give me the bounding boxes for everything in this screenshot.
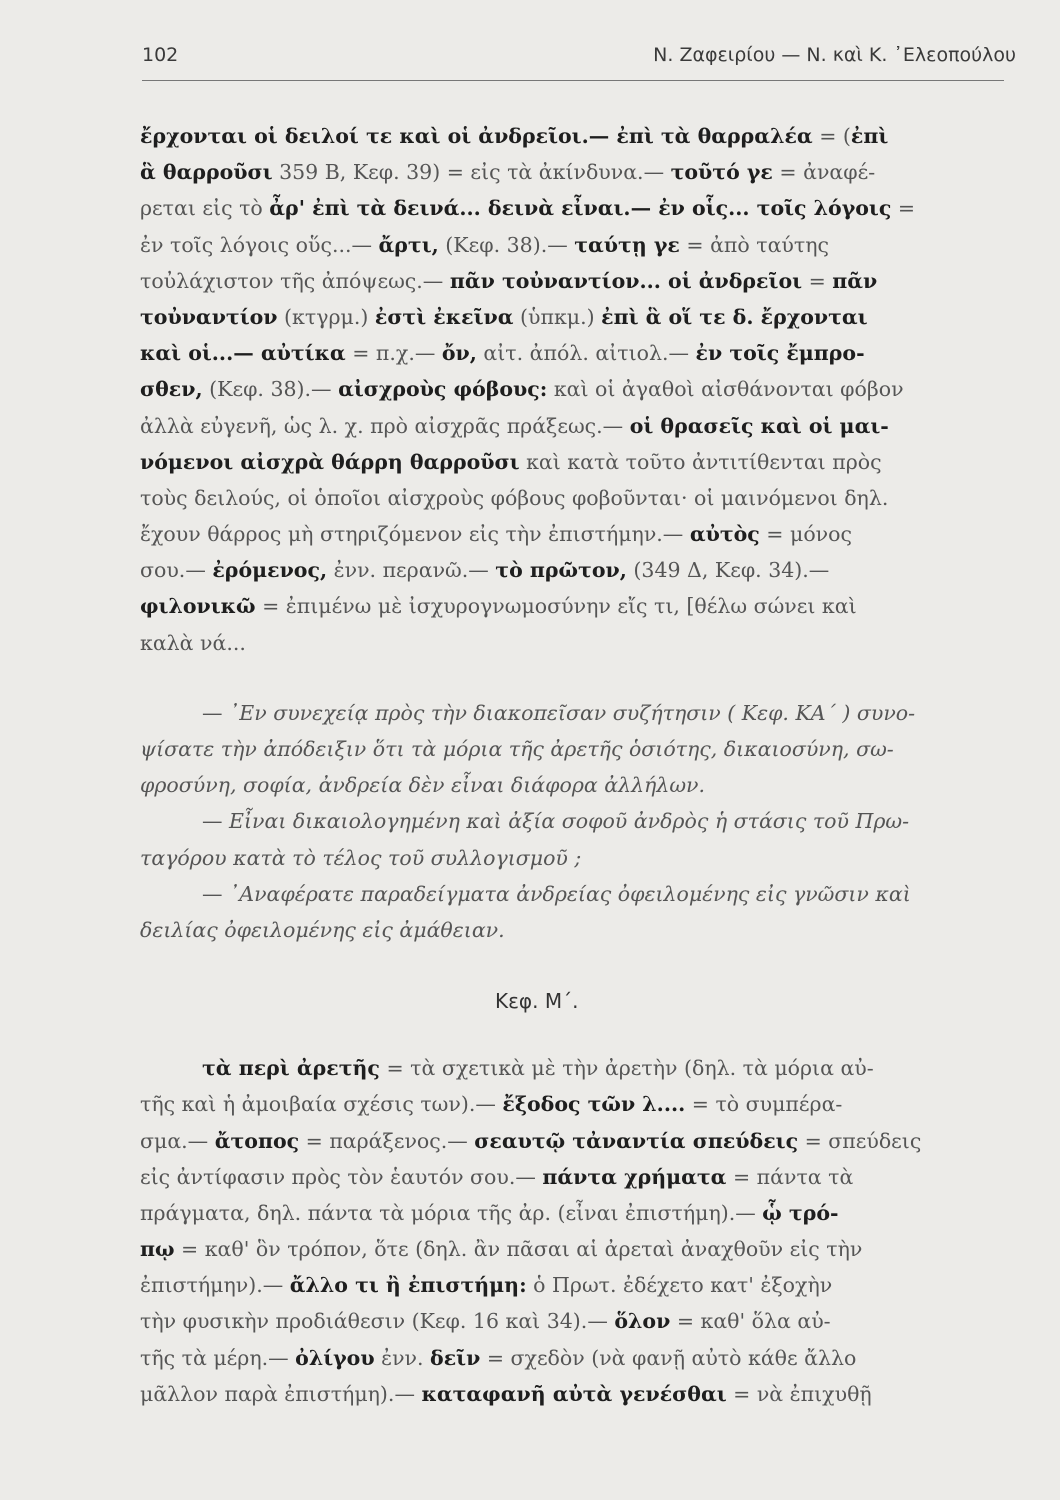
text-line: τὴν φυσικὴν προδιάθεσιν (Κεφ. 16 καὶ 34).— ὅλον = καθ' ὅλα αὐ- xyxy=(140,1309,831,1334)
text-line: τοὺς δειλούς, οἱ ὁποῖοι αἰσχροὺς φόβους φοβοῦνται· οἱ μαινόμενοι δηλ. xyxy=(140,485,889,510)
header-rule xyxy=(142,80,1004,81)
section-heading: Κεφ. Μ΄. xyxy=(495,989,579,1014)
text-line: πράγματα, δηλ. πάντα τὰ μόρια τῆς ἀρ. (εἶναι ἐπιστήμη).— ᾧ τρό- xyxy=(140,1200,839,1225)
text-line: ἐπιστήμην).— ἄλλο τι ἢ ἐπιστήμη: ὁ Πρωτ. ἐδέχετο κατ' ἐξοχὴν xyxy=(140,1273,833,1298)
text-line: — ᾿Αναφέρατε παραδείγματα ἀνδρείας ὀφειλομένης εἰς γνῶσιν καὶ xyxy=(202,881,911,906)
text-line: σμα.— ἄτοπος = παράξενος.— σεαυτῷ τἀναντία σπεύδεις = σπεύδεις xyxy=(140,1128,922,1153)
text-line: καὶ οἱ...— αὐτίκα = π.χ.— ὄν, αἰτ. ἀπόλ. αἰτιολ.— ἐν τοῖς ἔμπρο- xyxy=(140,341,865,366)
body-text xyxy=(140,118,1012,1412)
running-title: Ν. Ζαφειρίου — Ν. καὶ Κ. ᾿Ελεοπούλου xyxy=(653,44,1016,66)
commentary-block xyxy=(140,118,1012,661)
text-line: ἀλλὰ εὐγενῆ, ὡς λ. χ. πρὸ αἰσχρᾶς πράξεως.— οἱ θρασεῖς καὶ οἱ μαι- xyxy=(140,413,889,438)
text-line: εἰς ἀντίφασιν πρὸς τὸν ἑαυτόν σου.— πάντα χρήματα = πάντα τὰ xyxy=(140,1164,854,1189)
text-line: μᾶλλον παρὰ ἐπιστήμη).— καταφανῆ αὐτὰ γενέσθαι = νὰ ἐπιχυθῇ xyxy=(140,1381,872,1406)
text-line: φιλονικῶ = ἐπιμένω μὲ ἰσχυρογνωμοσύνην εἴς τι, [θέλω σώνει καὶ xyxy=(140,594,857,619)
text-line: ἃ θαρροῦσι 359 Β, Κεφ. 39) = εἰς τὰ ἀκίνδυνα.— τοῦτό γε = ἀναφέ- xyxy=(140,160,876,185)
text-line: σου.— ἐρόμενος, ἐνν. περανῶ.— τὸ πρῶτον, (349 Δ, Κεφ. 34).— xyxy=(140,558,830,583)
text-line: σθεν, (Κεφ. 38).— αἰσχροὺς φόβους: καὶ οἱ ἀγαθοὶ αἰσθάνονται φόβον xyxy=(140,377,904,402)
text-line: δειλίας ὀφειλομένης εἰς ἀμάθειαν. xyxy=(140,917,505,942)
text-line: τοὐναντίον (κτγρμ.) ἐστὶ ἐκεῖνα (ὑπκμ.) ἐπὶ ἃ οἵ τε δ. ἔρχονται xyxy=(140,304,868,329)
text-line: — Εἶναι δικαιολογημένη καὶ ἀξία σοφοῦ ἀνδρὸς ἡ στάσις τοῦ Πρω- xyxy=(202,809,910,834)
spacer xyxy=(140,948,1012,982)
questions-block xyxy=(140,695,1012,948)
text-line: καλὰ νά... xyxy=(140,630,246,655)
text-line: ψίσατε τὴν ἀπόδειξιν ὅτι τὰ μόρια τῆς ἀρετῆς ὁσιότης, δικαιοσύνη, σω- xyxy=(140,737,894,761)
spacer xyxy=(140,1020,1012,1050)
text-line: φροσύνη, σοφία, ἀνδρεία δὲν εἶναι διάφορα ἀλλήλων. xyxy=(140,773,706,798)
text-line: ταγόρου κατὰ τὸ τέλος τοῦ συλλογισμοῦ ; xyxy=(140,845,582,870)
text-line: — ᾿Εν συνεχείᾳ πρὸς τὴν διακοπεῖσαν συζήτησιν ( Κεφ. ΚΑ΄ ) συνο- xyxy=(202,700,916,725)
text-line: ἔχουν θάρρος μὴ στηριζόμενον εἰς τὴν ἐπιστήμην.— αὐτὸς = μόνος xyxy=(140,522,852,547)
spacer xyxy=(140,661,1012,695)
text-line: τῆς τὰ μέρη.— ὀλίγου ἐνν. δεῖν = σχεδὸν (νὰ φανῇ αὐτὸ κάθε ἄλλο xyxy=(140,1345,857,1370)
section2-block xyxy=(140,1050,1012,1412)
text-line: ρεται εἰς τὸ ἆρ' ἐπὶ τὰ δεινά... δεινὰ εἶναι.— ἐν οἷς... τοῖς λόγοις = xyxy=(140,196,916,221)
text-line: τὰ περὶ ἀρετῆς = τὰ σχετικὰ μὲ τὴν ἀρετὴν (δηλ. τὰ μόρια αὐ- xyxy=(202,1056,874,1081)
text-line: τοὐλάχιστον τῆς ἀπόψεως.— πᾶν τοὐναντίον... οἱ ἀνδρεῖοι = πᾶν xyxy=(140,268,878,293)
text-line: νόμενοι αἰσχρὰ θάρρη θαρροῦσι καὶ κατὰ τοῦτο ἀντιτίθενται πρὸς xyxy=(140,449,882,474)
text-line: τῆς καὶ ἡ ἀμοιβαία σχέσις των).— ἔξοδος τῶν λ.... = τὸ συμπέρα- xyxy=(140,1092,843,1117)
text-line: ἔρχονται οἱ δειλοί τε καὶ οἱ ἀνδρεῖοι.— ἐπὶ τὰ θαρραλέα = (ἐπὶ xyxy=(140,124,889,148)
text-line: ἐν τοῖς λόγοις οὕς...— ἄρτι, (Κεφ. 38).— ταύτῃ γε = ἀπὸ ταύτης xyxy=(140,232,829,257)
page-number: 102 xyxy=(142,44,179,66)
text-line: πῳ = καθ' ὃν τρόπον, ὅτε (δηλ. ἂν πᾶσαι αἱ ἀρεταὶ ἀναχθοῦν εἰς τὴν xyxy=(140,1237,863,1262)
